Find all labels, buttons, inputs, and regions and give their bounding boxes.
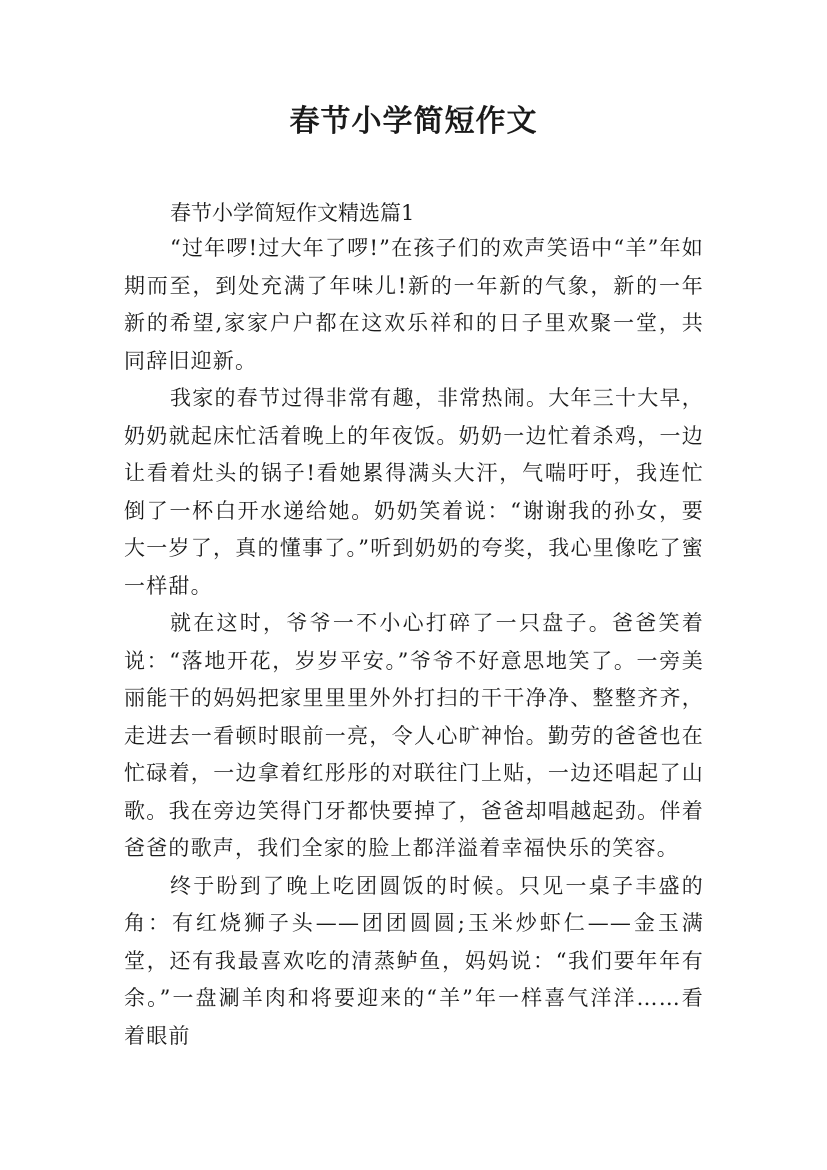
paragraph-1: “过年啰!过大年了啰!”在孩子们的欢声笑语中“羊”年如期而至，到处充满了年味儿!新的一年新的气象，新的一年新的希望,家家户户都在这欢乐祥和的日子里欢聚一堂，共同辞旧迎新。 [124,236,704,373]
paragraph-3: 就在这时，爷爷一不小心打碎了一只盘子。爸爸笑着说：“落地开花，岁岁平安。”爷爷不好意思地笑了。一旁美丽能干的妈妈把家里里里外外打扫的干干净净、整整齐齐，走进去一看顿时眼前一亮，令人心旷神怡。勤劳的爸爸也在忙碌着，一边拿着红彤彤的对联往门上贴，一边还唱起了山歌。我在旁边笑得门牙都快要掉了，爸爸却唱越起劲。伴着爸爸的歌声，我们全家的脸上都洋溢着幸福快乐的笑容。 [124,611,704,860]
document-body [124,196,704,1055]
paragraph-2: 我家的春节过得非常有趣，非常热闹。大年三十大早，奶奶就起床忙活着晚上的年夜饭。奶奶一边忙着杀鸡，一边让看着灶头的锅子!看她累得满头大汗，气喘吁吁，我连忙倒了一杯白开水递给她。奶奶笑着说：“谢谢我的孙女，要大一岁了，真的懂事了。”听到奶奶的夸奖，我心里像吃了蜜一样甜。 [124,386,704,598]
section-heading: 春节小学简短作文精选篇1 [170,201,415,225]
paragraph-4: 终于盼到了晚上吃团圆饭的时候。只见一桌子丰盛的角：有红烧狮子头——团团圆圆;玉米炒虾仁——金玉满堂，还有我最喜欢吃的清蒸鲈鱼，妈妈说：“我们要年年有余。”一盘涮羊肉和将要迎来的“羊”年一样喜气洋洋……看着眼前 [124,873,704,1048]
document-title: 春节小学简短作文 [289,104,538,139]
